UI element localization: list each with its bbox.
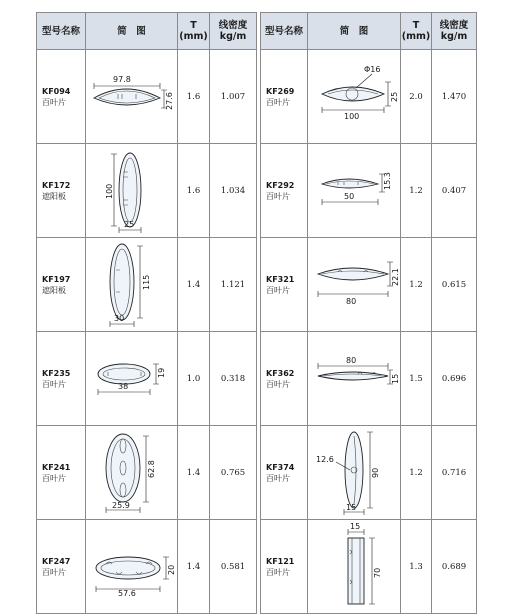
density-value: 0.318 [210, 332, 257, 426]
dim-label: 115 [142, 274, 151, 290]
profile-table-left [36, 12, 257, 614]
table-row [37, 332, 257, 426]
density-value: 0.407 [432, 144, 477, 238]
model-cell: KF172 遮阳板 [37, 144, 86, 238]
density-value: 0.716 [432, 426, 477, 520]
table-row [37, 144, 257, 238]
model-cell: KF197 遮阳板 [37, 238, 86, 332]
table-row [37, 50, 257, 144]
header-density: 线密度 kg/m [432, 13, 477, 50]
dim-label: Φ16 [364, 65, 381, 74]
profile-diagram [308, 426, 401, 520]
dim-label: 62.8 [147, 460, 156, 478]
thickness-value: 1.2 [401, 144, 432, 238]
dim-label: 80 [346, 356, 357, 365]
thickness-value: 1.2 [401, 238, 432, 332]
density-value: 0.615 [432, 238, 477, 332]
dim-label: 15 [350, 522, 361, 531]
dim-label: 97.8 [113, 75, 131, 84]
dim-label: 20 [167, 564, 176, 575]
dim-label: 100 [344, 112, 360, 121]
table-row [37, 238, 257, 332]
dim-label: 25 [124, 220, 135, 229]
dim-label: 80 [346, 297, 357, 306]
dim-label: 100 [105, 183, 114, 199]
density-value: 0.581 [210, 520, 257, 614]
profile-diagram [308, 144, 401, 238]
table-row [261, 332, 477, 426]
profile-diagram [308, 50, 401, 144]
thickness-value: 1.4 [178, 520, 210, 614]
thickness-value: 1.2 [401, 426, 432, 520]
model-cell: KF121 百叶片 [261, 520, 308, 614]
profile-diagram [308, 238, 401, 332]
thickness-value: 1.0 [178, 332, 210, 426]
thickness-value: 1.6 [178, 50, 210, 144]
table-row [37, 520, 257, 614]
thickness-value: 2.0 [401, 50, 432, 144]
dim-label: 15 [346, 503, 357, 512]
thickness-value: 1.4 [178, 238, 210, 332]
table-row [261, 426, 477, 520]
dim-label: 25.9 [112, 501, 130, 510]
model-cell: KF292 百叶片 [261, 144, 308, 238]
density-value: 0.689 [432, 520, 477, 614]
dim-label: 38 [118, 382, 129, 391]
dim-label: 15.3 [383, 172, 392, 190]
thickness-value: 1.6 [178, 144, 210, 238]
density-value: 1.034 [210, 144, 257, 238]
header-diagram: 简 图 [86, 13, 178, 50]
header-model: 型号名称 [37, 13, 86, 50]
density-value: 0.765 [210, 426, 257, 520]
density-value: 1.470 [432, 50, 477, 144]
header-thickness: T (mm) [178, 13, 210, 50]
profile-diagram [86, 144, 178, 238]
density-value: 1.121 [210, 238, 257, 332]
table-row [261, 520, 477, 614]
thickness-value: 1.4 [178, 426, 210, 520]
dim-label: 12.6 [316, 455, 334, 464]
model-cell: KF094 百叶片 [37, 50, 86, 144]
header-thickness: T (mm) [401, 13, 432, 50]
profile-diagram [86, 426, 178, 520]
profile-diagram [86, 50, 178, 144]
density-value: 1.007 [210, 50, 257, 144]
model-cell: KF247 百叶片 [37, 520, 86, 614]
table-row [261, 144, 477, 238]
dim-label: 25 [390, 91, 399, 102]
thickness-value: 1.3 [401, 520, 432, 614]
dim-label: 19 [157, 367, 166, 378]
header-density: 线密度 kg/m [210, 13, 257, 50]
model-cell: KF269 百叶片 [261, 50, 308, 144]
dim-label: 15 [391, 373, 400, 384]
model-cell: KF362 百叶片 [261, 332, 308, 426]
dim-label: 57.6 [118, 589, 136, 598]
dim-label: 50 [344, 192, 355, 201]
header-model: 型号名称 [261, 13, 308, 50]
header-diagram: 简 图 [308, 13, 401, 50]
density-value: 0.696 [432, 332, 477, 426]
dim-label: 90 [371, 467, 380, 478]
dim-label: 27.6 [165, 92, 174, 110]
profile-diagram [86, 520, 178, 614]
profile-table-right [260, 12, 477, 614]
profile-diagram [86, 238, 178, 332]
model-cell: KF235 百叶片 [37, 332, 86, 426]
dim-label: 70 [373, 567, 382, 578]
thickness-value: 1.5 [401, 332, 432, 426]
profile-diagram [308, 332, 401, 426]
table-row [37, 426, 257, 520]
dim-label: 30 [114, 314, 125, 323]
model-cell: KF241 百叶片 [37, 426, 86, 520]
table-row [261, 50, 477, 144]
model-cell: KF374 百叶片 [261, 426, 308, 520]
profile-diagram [86, 332, 178, 426]
model-cell: KF321 百叶片 [261, 238, 308, 332]
profile-diagram [308, 520, 401, 614]
table-row [261, 238, 477, 332]
dim-label: 22.1 [391, 268, 400, 286]
